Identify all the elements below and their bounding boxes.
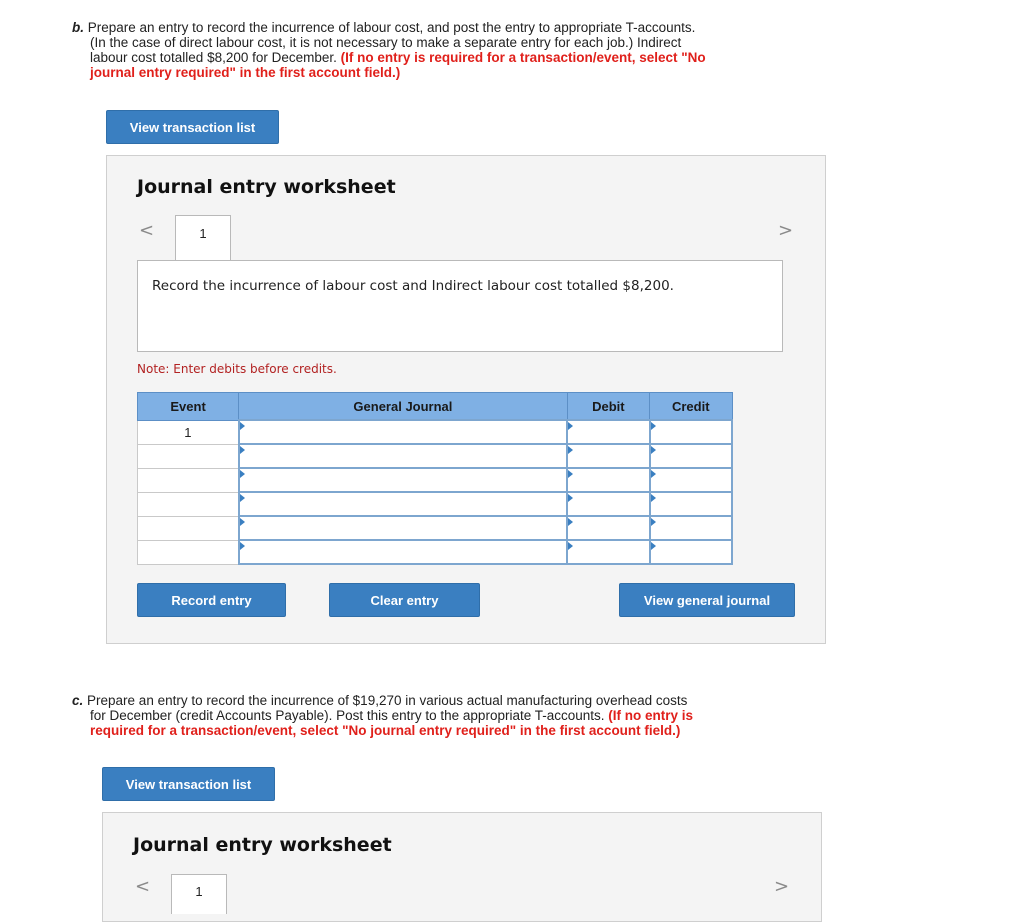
question-b-instruction: (If no entry is required for a transaction/event, select "No [340,50,706,65]
question-c [72,693,792,738]
col-credit: Credit [650,393,732,421]
question-c-instruction: (If no entry is [608,708,694,723]
table-row [138,444,733,468]
event-cell [138,492,239,516]
debit-input[interactable] [567,420,649,444]
account-input[interactable] [239,444,567,468]
col-debit: Debit [567,393,649,421]
question-b-line3: labour cost totalled $8,200 for December. [90,50,341,65]
debit-input[interactable] [567,540,649,564]
col-event: Event [138,393,239,421]
credit-input[interactable] [650,444,732,468]
chevron-right-icon[interactable]: > [774,876,790,897]
account-input[interactable] [239,492,567,516]
credit-input[interactable] [650,540,732,564]
question-b-label: b. [72,20,84,35]
entry-note: Note: Enter debits before credits. [137,362,337,376]
worksheet-title: Journal entry worksheet [137,176,396,198]
credit-input[interactable] [650,468,732,492]
question-b-line2: (In the case of direct labour cost, it is not necessary to make a separate entry for each job.) Indirect [90,35,682,50]
worksheet-tab-1[interactable]: 1 [175,215,231,261]
clear-entry-button[interactable]: Clear entry [329,583,480,617]
table-row [138,492,733,516]
view-transaction-list-button[interactable]: View transaction list [106,110,279,144]
debit-input[interactable] [567,444,649,468]
event-cell [138,468,239,492]
chevron-left-icon[interactable]: < [139,220,155,241]
debit-input[interactable] [567,492,649,516]
journal-table [137,392,733,565]
table-row [138,540,733,564]
question-c-line1: Prepare an entry to record the incurrence of $19,270 in various actual manufacturing overhead costs [87,693,688,708]
event-cell [138,540,239,564]
question-b-instruction-cont: journal entry required" in the first account field.) [90,65,401,80]
account-input[interactable] [239,540,567,564]
credit-input[interactable] [650,516,732,540]
credit-input[interactable] [650,492,732,516]
table-row [138,516,733,540]
event-cell [138,444,239,468]
credit-input[interactable] [650,420,732,444]
debit-input[interactable] [567,516,649,540]
event-cell [138,516,239,540]
account-input[interactable] [239,516,567,540]
worksheet-title-c: Journal entry worksheet [133,834,392,856]
transaction-description: Record the incurrence of labour cost and Indirect labour cost totalled $8,200. [137,260,783,352]
question-b-line1: Prepare an entry to record the incurrence of labour cost, and post the entry to appropriate T-accounts. [87,20,696,35]
view-transaction-list-button-c[interactable]: View transaction list [102,767,275,801]
account-input[interactable] [239,468,567,492]
col-general-journal: General Journal [239,393,567,421]
question-c-line2: for December (credit Accounts Payable). Post this entry to the appropriate T-accounts. [90,708,609,723]
record-entry-button[interactable]: Record entry [137,583,286,617]
question-c-label: c. [72,693,84,708]
view-general-journal-button[interactable]: View general journal [619,583,795,617]
chevron-right-icon[interactable]: > [778,220,794,241]
worksheet-tab-1-c[interactable]: 1 [171,874,227,914]
account-input[interactable] [239,420,567,444]
table-row [138,420,733,444]
question-c-instruction-cont: required for a transaction/event, select "No journal entry required" in the first account field.) [90,723,681,738]
table-row [138,468,733,492]
event-cell: 1 [138,420,239,444]
question-b [72,20,772,80]
debit-input[interactable] [567,468,649,492]
chevron-left-icon[interactable]: < [135,876,151,897]
